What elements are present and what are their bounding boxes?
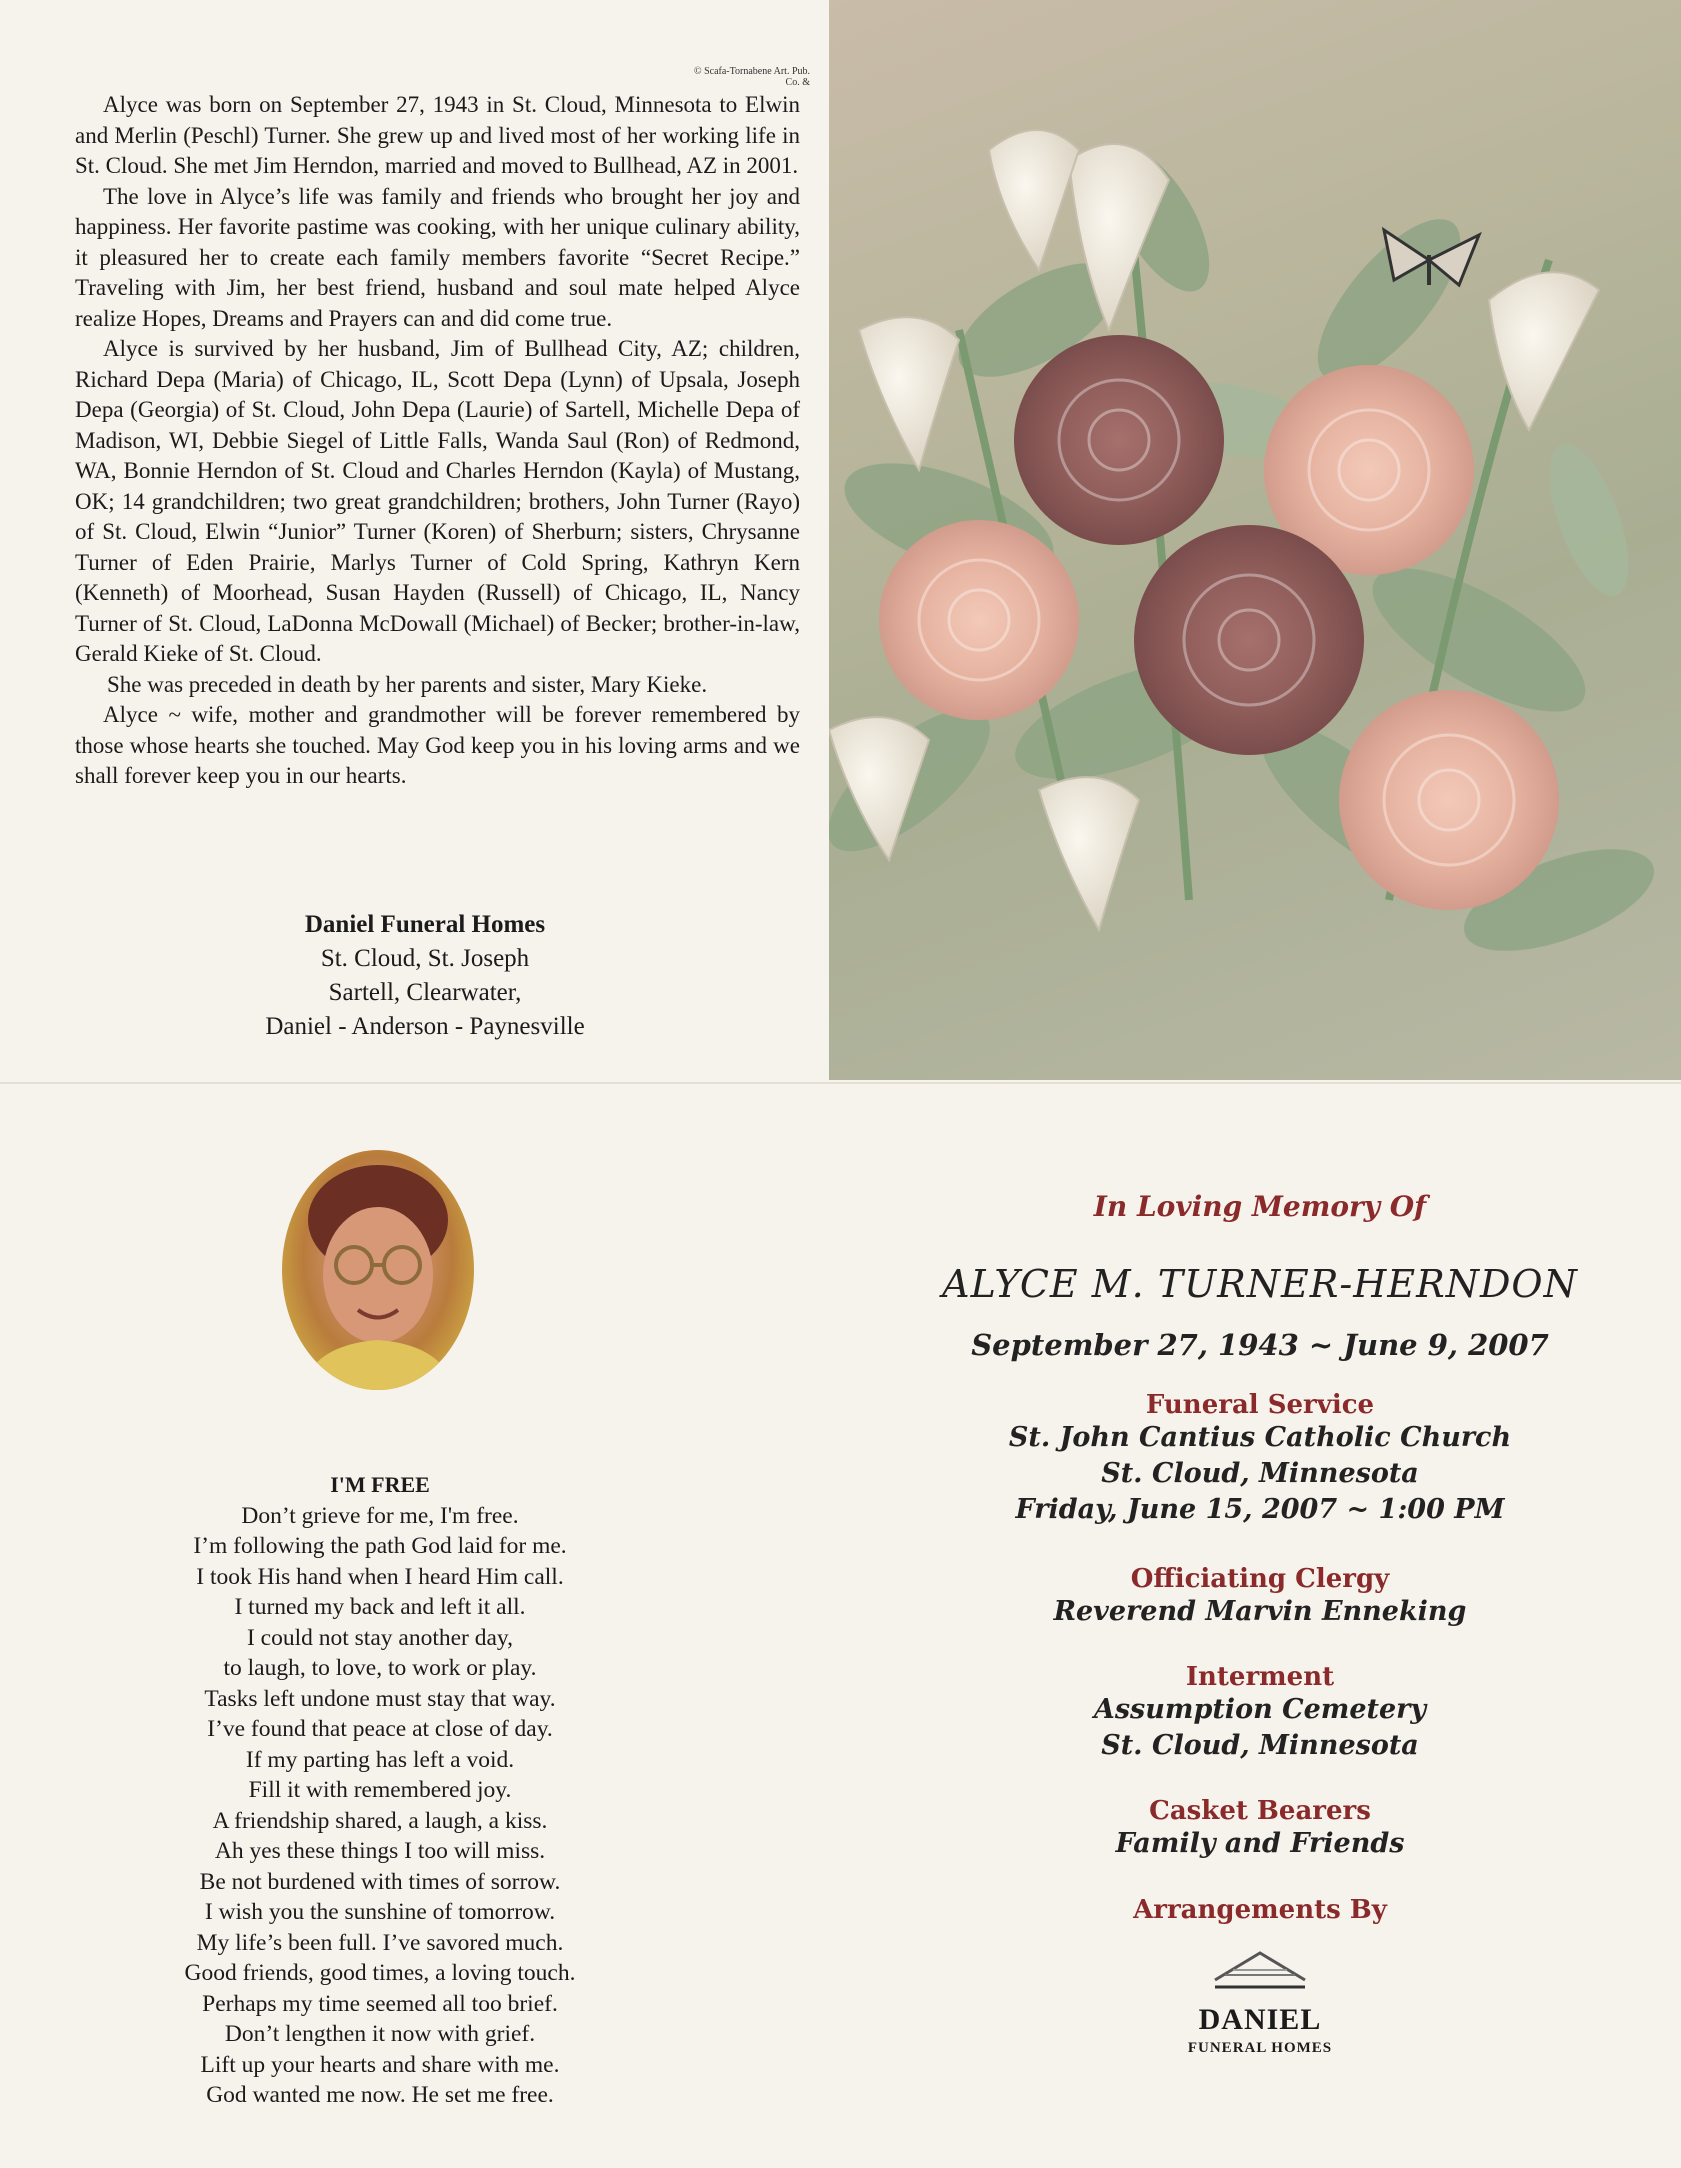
obituary-paragraph: The love in Alyce’s life was family and friends who brought her joy and happiness. Her favorite pastime was cooking, with her unique culinary ability, it pleasured her to create each family members favorite “Secret Recipe.” Traveling with Jim, her best friend, husband and soul mate helped Alyce realize Hopes, Dreams and Prayers can and did come true. [75, 183, 800, 331]
clergy-section [905, 1564, 1615, 1630]
section-heading: Arrangements By [1133, 1895, 1387, 1925]
poem-line: I wish you the sunshine of tomorrow. [204, 1899, 556, 1925]
floral-artwork [829, 0, 1681, 1080]
poem-title: I'M FREE [330, 1472, 430, 1497]
daniel-logo-icon [1205, 1945, 1315, 2000]
section-line: St. Cloud, Minnesota [1101, 1458, 1419, 1489]
section-line: Family and Friends [1115, 1828, 1405, 1859]
poem-block [100, 1470, 660, 2111]
funeral-homes-title: Daniel Funeral Homes [304, 911, 546, 938]
poem-line: My life’s been full. I’ve savored much. [196, 1929, 564, 1956]
poem-line: Be not burdened with times of sorrow. [199, 1868, 561, 1895]
obituary-paragraph: Alyce is survived by her husband, Jim of Bullhead City, AZ; children, Richard Depa (Maria) of Chicago, IL, Scott Depa (Lynn) of Upsala, Joseph Depa (Georgia) of St. Cloud, John Depa (Laurie) of Sartell, Michelle Depa of Madison, WI, Debbie Siegel of Little Falls, Wanda Saul (Ron) of Redmond, WA, Bonnie Herndon of St. Cloud and Charles Herndon (Kayla) of Mustang, OK; 14 grandchildren; two great grandchildren; brothers, John Turner (Rayo) of St. Cloud, Elwin “Junior” Turner (Koren) of Sherburn; sisters, Chrysanne Turner of Eden Prairie, Marlys Turner of Cold Spring, Kathryn Kern (Kenneth) of Moorhead, Susan Hayden (Russell) of Chicago, IL, Nancy Turner of St. Cloud, LaDonna McDowall (Michael) of Becker; brother-in-law, Gerald Kieke of St. Cloud. [75, 336, 800, 666]
obituary-paragraph: Alyce ~ wife, mother and grandmother will be forever remembered by those whose hearts she touched. May God keep you in his loving arms and we shall forever keep you in our hearts. [75, 702, 800, 788]
obituary-paragraph: She was preceded in death by her parents and sister, Mary Kieke. [107, 671, 708, 697]
poem-line: Lift up your hearts and share with me. [200, 2051, 560, 2078]
funeral-service-section [905, 1390, 1615, 1528]
poem-line: I turned my back and left it all. [234, 1594, 526, 1620]
deceased-name: ALYCE M. TURNER-HERNDON [942, 1262, 1578, 1306]
section-line: Friday, June 15, 2007 ~ 1:00 PM [1015, 1494, 1505, 1525]
poem-line: Don’t grieve for me, I'm free. [241, 1502, 519, 1529]
funeral-homes-block [150, 908, 700, 1044]
obituary-paragraph: Alyce was born on September 27, 1943 in St. Cloud, Minnesota to Elwin and Merlin (Peschl) Turner. She grew up and lived most of her working life in St. Cloud. She met Jim Herndon, married and moved to Bullhead, AZ in 2001. [75, 92, 800, 178]
section-heading: Funeral Service [1145, 1390, 1375, 1420]
section-heading: Casket Bearers [1149, 1796, 1371, 1826]
section-heading: Officiating Clergy [1130, 1564, 1390, 1594]
funeral-homes-line: Daniel - Anderson - Paynesville [265, 1013, 585, 1040]
obituary-text [75, 90, 800, 792]
memory-label: In Loving Memory Of [1093, 1190, 1427, 1223]
poem-line: Ah yes these things I too will miss. [214, 1838, 546, 1864]
poem-line: I took His hand when I heard Him call. [196, 1563, 564, 1590]
casket-bearers-section [905, 1796, 1615, 1862]
funeral-homes-line: St. Cloud, St. Joseph [320, 945, 530, 972]
copyright-notice: © Scafa-Tornabene Art. Pub. Co. & [693, 66, 810, 88]
poem-line: Good friends, good times, a loving touch. [184, 1960, 576, 1986]
section-line: Assumption Cemetery [1093, 1694, 1427, 1725]
floral-illustration [829, 0, 1681, 1080]
poem-line: Tasks left undone must stay that way. [204, 1685, 556, 1712]
fold-line [0, 1082, 1681, 1084]
logo-subtitle: FUNERAL HOMES [1187, 2040, 1333, 2056]
section-line: Reverend Marvin Enneking [1053, 1596, 1467, 1627]
poem-line: I could not stay another day, [246, 1624, 514, 1651]
section-heading: Interment [1185, 1662, 1335, 1692]
poem-line: Don’t lengthen it now with grief. [224, 2021, 536, 2047]
interment-section [905, 1662, 1615, 1764]
poem-line: Perhaps my time seemed all too brief. [202, 1990, 558, 2017]
section-line: St. Cloud, Minnesota [1101, 1730, 1419, 1761]
poem-line: Fill it with remembered joy. [248, 1777, 512, 1803]
portrait-illustration [282, 1150, 474, 1390]
logo-name: DANIEL [1198, 2003, 1322, 2036]
poem-line: A friendship shared, a laugh, a kiss. [212, 1807, 548, 1834]
poem-line: to laugh, to love, to work or play. [223, 1655, 537, 1681]
poem-line: God wanted me now. He set me free. [206, 2082, 554, 2108]
arrangements-section [905, 1895, 1615, 1925]
portrait-photo [282, 1150, 474, 1390]
funeral-homes-line: Sartell, Clearwater, [328, 979, 522, 1006]
poem-line: If my parting has left a void. [245, 1746, 515, 1773]
life-dates: September 27, 1943 ~ June 9, 2007 [971, 1328, 1549, 1362]
poem-line: I’ve found that peace at close of day. [207, 1716, 553, 1742]
section-line: St. John Cantius Catholic Church [1008, 1422, 1512, 1453]
poem-line: I’m following the path God laid for me. [193, 1533, 567, 1559]
